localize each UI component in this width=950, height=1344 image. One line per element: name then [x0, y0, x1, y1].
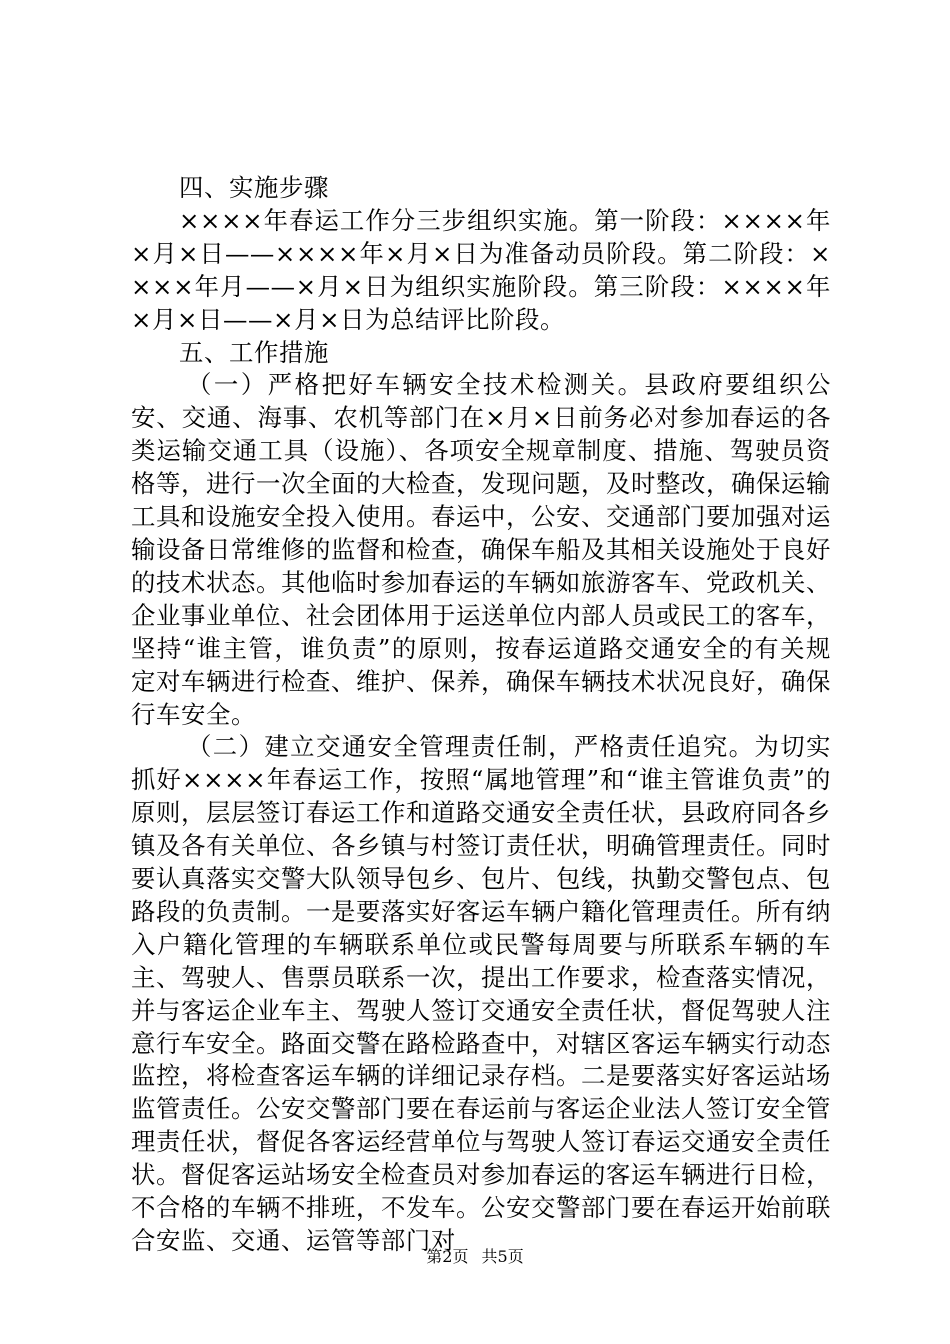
- section-5-item-2: （二）建立交通安全管理责任制，严格责任追究。为切实抓好××××年春运工作，按照“属地管理”和“谁主管谁负责”的原则，层层签订春运工作和道路交通安全责任状，县政府同各乡镇及各有关单位、各乡镇与村签订责任状，明确管理责任。同时要认真落实交警大队领导包乡、包片、包线，执勤交警包点、包路段的负责制。一是要落实好客运车辆户籍化管理责任。所有纳入户籍化管理的车辆联系单位或民警每周要与所联系车辆的车主、驾驶人、售票员联系一次，提出工作要求，检查落实情况，并与客运企业车主、驾驶人签订交通安全责任状，督促驾驶人注意行车安全。路面交警在路检路查中，对辖区客运车辆实行动态监控，将检查客运车辆的详细记录存档。二是要落实好客运站场监管责任。公安交警部门要在春运前与客运企业法人签订安全管理责任状，督促各客运经营单位与驾驶人签订春运交通安全责任状。督促客运站场安全检查员对参加春运的客运车辆进行日检，不合格的车辆不排班，不发车。公安交警部门要在春运开始前联合安监、交通、运管等部门对: [131, 732, 831, 1255]
- page-number-total: 共5页: [481, 1247, 524, 1266]
- section-4-heading: 四、实施步骤: [179, 173, 329, 202]
- section-5-item-1: （一）严格把好车辆安全技术检测关。县政府要组织公安、交通、海事、农机等部门在×月×日前务必对参加春运的各类运输交通工具（设施）、各项安全规章制度、措施、驾驶员资格等，进行一次全面的大检查，发现问题，及时整改，确保运输工具和设施安全投入使用。春运中，公安、交通部门要加强对运输设备日常维修的监督和检查，确保车船及其相关设施处于良好的技术状态。其他临时参加春运的车辆如旅游客车、党政机关、企业事业单位、社会团体用于运送单位内部人员或民工的客车，坚持“谁主管，谁负责”的原则，按春运道路交通安全的有关规定对车辆进行检查、维护、保养，确保车辆技术状况良好，确保行车安全。: [131, 370, 831, 729]
- section-4-body: ××××年春运工作分三步组织实施。第一阶段：××××年×月×日——××××年×月×日为准备动员阶段。第二阶段：××××年月——×月×日为组织实施阶段。第三阶段：××××年×月×日——×月×日为总结评比阶段。: [131, 205, 831, 334]
- page-footer: [0, 1244, 950, 1267]
- page-number-current: 第2页: [426, 1247, 469, 1266]
- section-5-heading: 五、工作措施: [179, 337, 329, 367]
- document-body: [131, 172, 831, 1258]
